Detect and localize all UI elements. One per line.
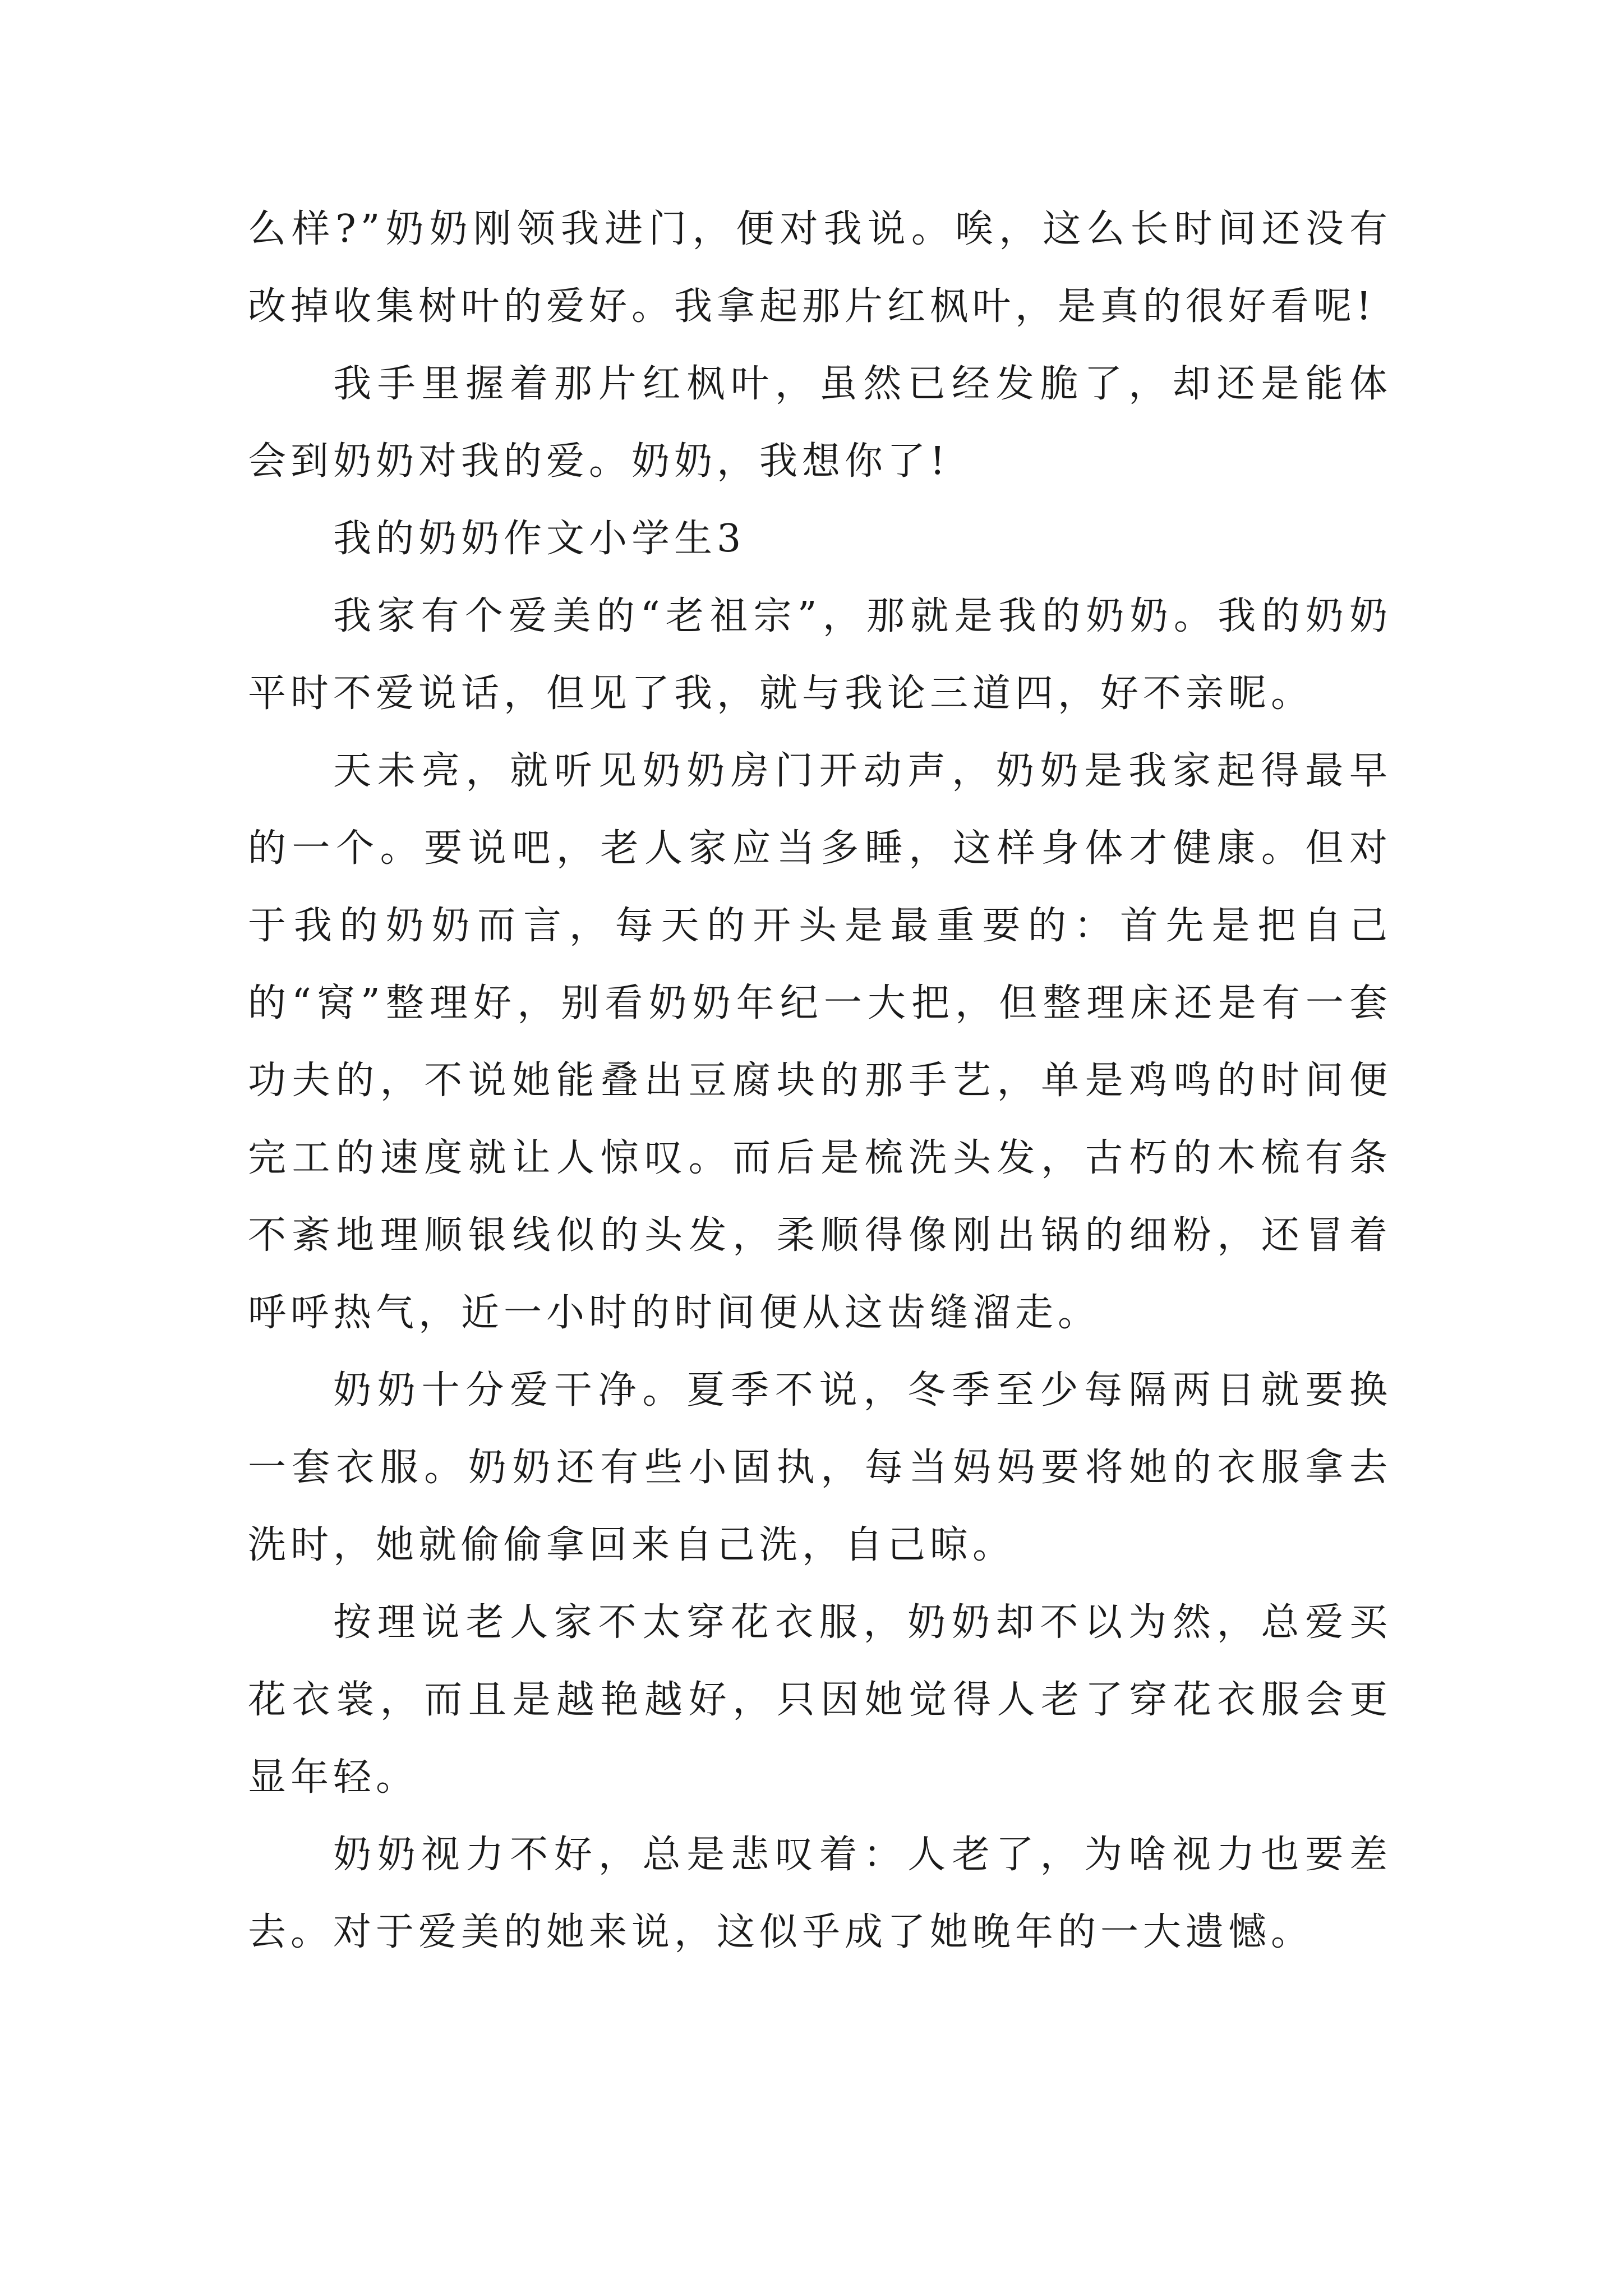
paragraph-1: 么样?”奶奶刚领我进门，便对我说。唉，这么长时间还没有改掉收集树叶的爱好。我拿起那片红枫叶，是真的很好看呢!: [248, 207, 1392, 329]
paragraph-3: 我家有个爱美的“老祖宗”，那就是我的奶奶。我的奶奶平时不爱说话，但见了我，就与我论三道四，好不亲昵。: [248, 594, 1392, 716]
paragraph-2: 我手里握着那片红枫叶，虽然已经发脆了，却还是能体会到奶奶对我的爱。奶奶，我想你了!: [248, 362, 1392, 484]
section-heading: 我的奶奶作文小学生3: [333, 517, 746, 561]
paragraph-4: 天未亮，就听见奶奶房门开动声，奶奶是我家起得最早的一个。要说吧，老人家应当多睡，这样身体才健康。但对于我的奶奶而言，每天的开头是最重要的：首先是把自己的“窝”整理好，别看奶奶年纪一大把，但整理床还是有一套功夫的，不说她能叠出豆腐块的那手艺，单是鸡鸣的时间便完工的速度就让人惊叹。而后是梳洗头发，古朽的木梳有条不紊地理顺银线似的头发，柔顺得像刚出锅的细粉，还冒着呼呼热气，近一小时的时间便从这齿缝溜走。: [248, 749, 1392, 1335]
document-body: [248, 191, 1392, 1971]
paragraph-7: 奶奶视力不好，总是悲叹着：人老了，为啥视力也要差去。对于爱美的她来说，这似乎成了她晚年的一大遗憾。: [248, 1833, 1392, 1954]
paragraph-5: 奶奶十分爱干净。夏季不说，冬季至少每隔两日就要换一套衣服。奶奶还有些小固执，每当妈妈要将她的衣服拿去洗时，她就偷偷拿回来自己洗，自己晾。: [248, 1368, 1392, 1567]
paragraph-6: 按理说老人家不太穿花衣服，奶奶却不以为然，总爱买花衣裳，而且是越艳越好，只因她觉得人老了穿花衣服会更显年轻。: [248, 1600, 1392, 1800]
